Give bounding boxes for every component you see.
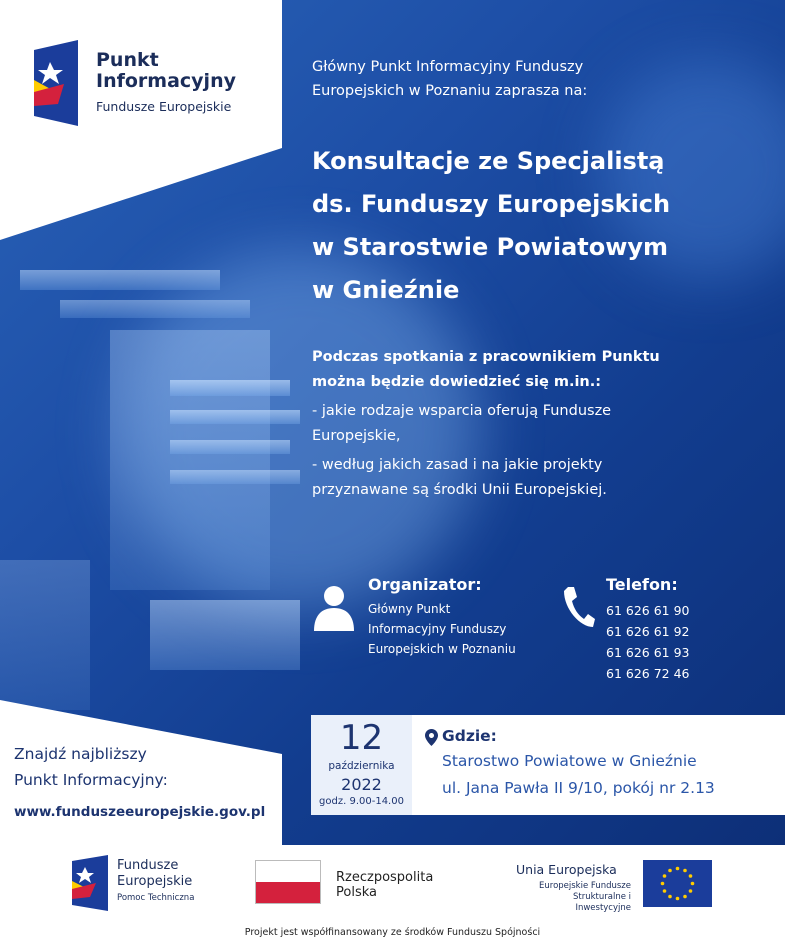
- intro-line: Europejskich w Poznaniu zaprasza na:: [312, 83, 588, 99]
- eu-star: [668, 895, 672, 899]
- find-line: Znajdź najbliższy: [14, 745, 147, 763]
- eu-star: [676, 897, 680, 901]
- footer-ue-subtitle: [516, 881, 631, 914]
- organizer-title: Organizator:: [368, 575, 482, 594]
- details-lead: można będzie dowiedzieć się m.in.:: [312, 374, 602, 390]
- fundusze-europejskie-star-icon: [34, 40, 78, 126]
- organizer-line: Główny Punkt: [368, 602, 451, 616]
- venue-box: [412, 715, 785, 815]
- phone-number: 61 626 61 92: [606, 624, 690, 639]
- details-item: Europejskie,: [312, 428, 401, 444]
- eu-star: [691, 882, 695, 886]
- find-line: Punkt Informacyjny:: [14, 771, 168, 789]
- eu-star: [663, 889, 667, 893]
- fundusze-europejskie-logo-icon: [72, 855, 108, 911]
- headline: [312, 140, 772, 312]
- intro-line: Główny Punkt Informacyjny Funduszy: [312, 59, 584, 75]
- organizer-line: Informacyjny Funduszy: [368, 622, 507, 636]
- headline-line: Konsultacje ze Specjalistą: [312, 147, 665, 175]
- phone-number: 61 626 61 90: [606, 603, 690, 618]
- details-item: - jakie rodzaje wsparcia oferują Fundusze: [312, 403, 612, 419]
- intro-text: [312, 55, 762, 103]
- venue-line: ul. Jana Pawła II 9/10, pokój nr 2.13: [442, 779, 715, 797]
- phone-number: 61 626 61 93: [606, 645, 690, 660]
- location-pin-icon: [425, 729, 438, 746]
- headline-line: w Starostwie Powiatowym: [312, 233, 669, 261]
- phone-title: Telefon:: [606, 575, 678, 594]
- footer-fe-line: Fundusze: [117, 858, 179, 873]
- venue-line: Starostwo Powiatowe w Gnieźnie: [442, 752, 697, 770]
- phone-number: 61 626 72 46: [606, 666, 690, 681]
- footer-rp-line: Rzeczpospolita: [336, 870, 434, 885]
- poland-flag-icon: [255, 860, 321, 904]
- eu-flag-icon: [643, 860, 712, 907]
- eu-star: [663, 874, 667, 878]
- footer-rp-name: [336, 870, 433, 900]
- footer-ue-title: Unia Europejska: [516, 862, 617, 877]
- details-text: [312, 345, 752, 503]
- brand-title-line: Punkt: [96, 49, 159, 71]
- details-item: przyznawane są środki Unii Europejskiej.: [312, 482, 607, 498]
- phone-icon: [560, 585, 596, 629]
- organizer-line: Europejskich w Poznaniu: [368, 642, 516, 656]
- date-day: 12: [339, 718, 384, 758]
- phone-list: [606, 600, 690, 684]
- person-icon: [312, 583, 356, 631]
- eu-star: [676, 867, 680, 871]
- brand-title: [96, 50, 236, 92]
- organizer-body: [368, 599, 568, 659]
- headline-line: w Gnieźnie: [312, 276, 460, 304]
- date-month: października: [328, 760, 395, 772]
- footer-fe-name: [117, 858, 192, 890]
- footer-fe-line: Europejskie: [117, 874, 193, 889]
- details-lead: Podczas spotkania z pracownikiem Punktu: [312, 349, 660, 365]
- eu-star: [683, 895, 687, 899]
- find-text: [14, 741, 168, 793]
- footer-fe-subtitle: Pomoc Techniczna: [117, 893, 195, 903]
- eu-star: [668, 869, 672, 873]
- eu-star: [689, 874, 693, 878]
- cofinance-note: Projekt jest współfinansowany ze środków Funduszu Spójności: [244, 927, 541, 938]
- date-hours: godz. 9.00-14.00: [319, 796, 404, 807]
- footer-ue-line: Strukturalne i Inwestycyjne: [573, 892, 631, 913]
- brand-subtitle: Fundusze Europejskie: [96, 99, 232, 114]
- date-box: [311, 715, 412, 815]
- details-item: - według jakich zasad i na jakie projekty: [312, 457, 603, 473]
- eu-star: [689, 889, 693, 893]
- footer-ue-line: Europejskie Fundusze: [539, 881, 631, 891]
- website-link[interactable]: www.funduszeeuropejskie.gov.pl: [14, 804, 266, 820]
- date-year: 2022: [341, 775, 382, 794]
- brand-title-line: Informacyjny: [96, 70, 236, 92]
- headline-line: ds. Funduszy Europejskich: [312, 190, 671, 218]
- footer-rp-line: Polska: [336, 885, 377, 900]
- venue-label: Gdzie:: [442, 727, 497, 745]
- eu-star: [683, 869, 687, 873]
- eu-star: [661, 882, 665, 886]
